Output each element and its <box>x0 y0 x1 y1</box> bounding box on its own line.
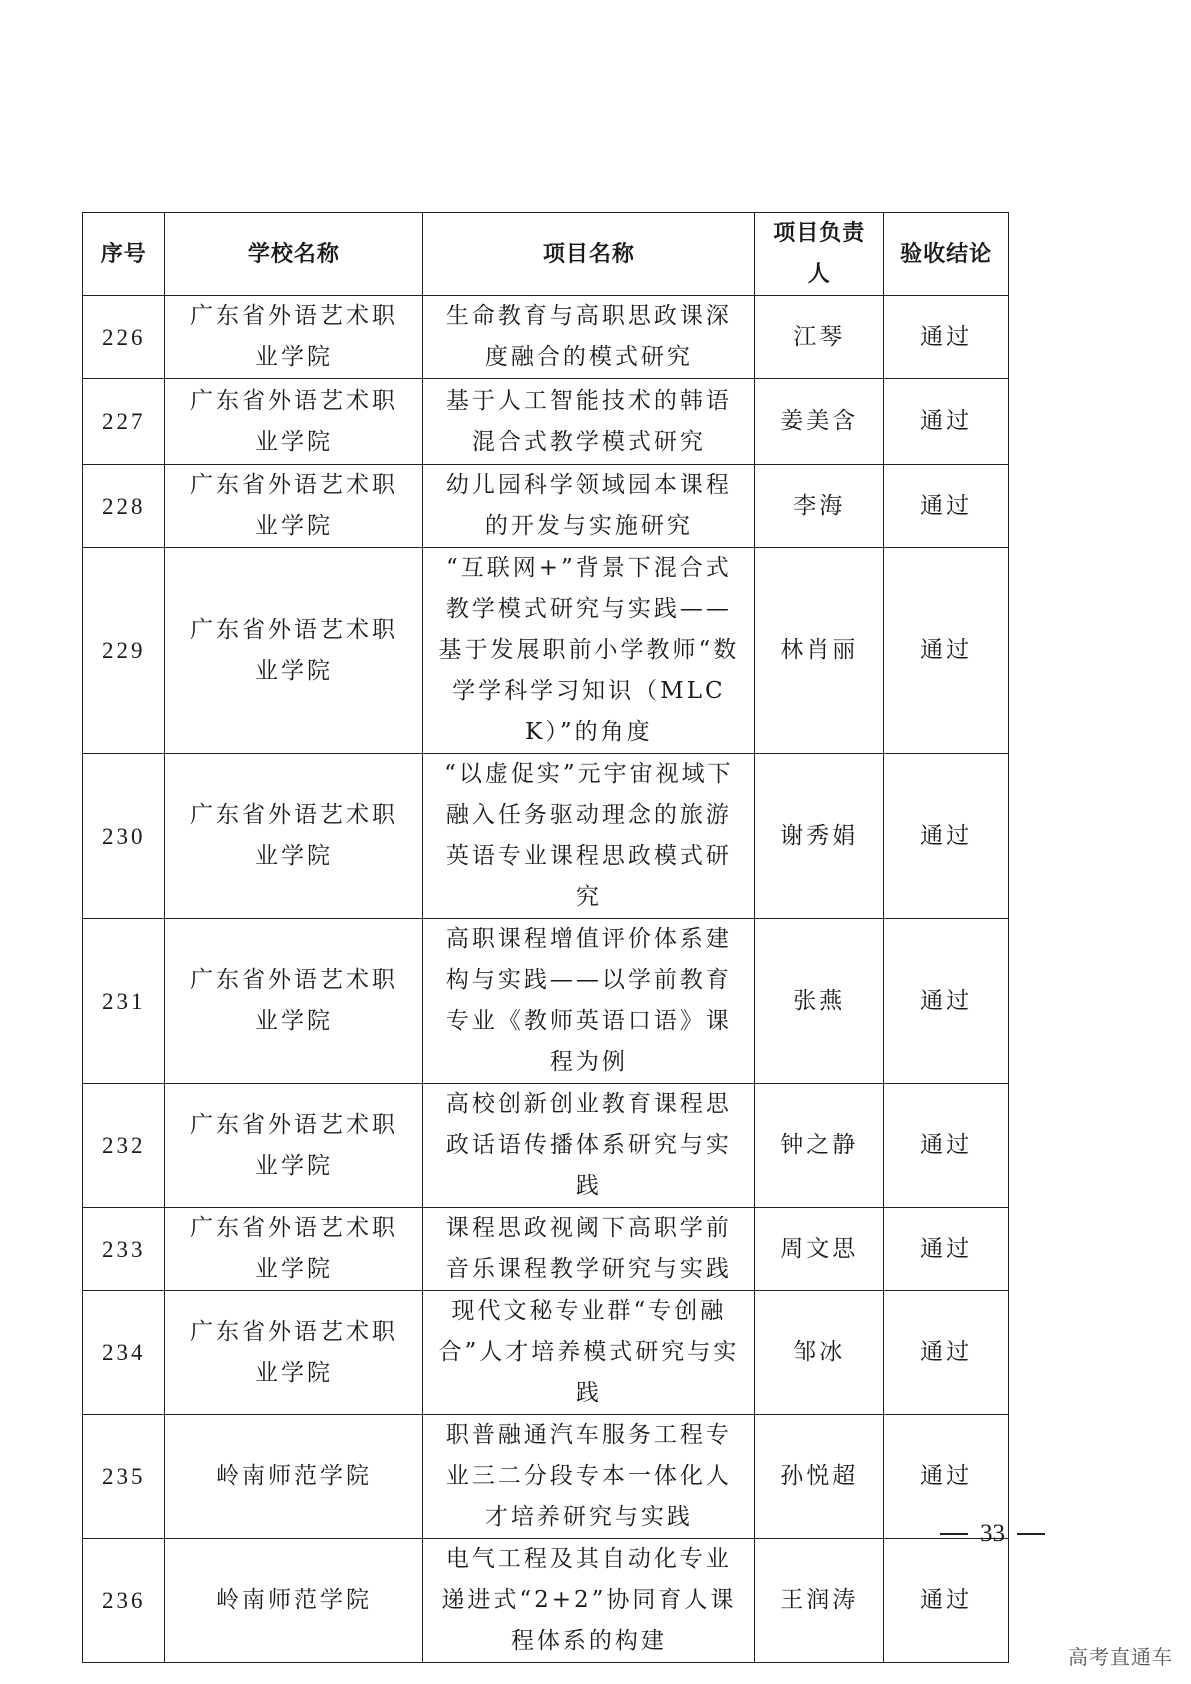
cell-project-name: “互联网+”背景下混合式教学模式研究与实践——基于发展职前小学教师“数学学科学习知识（MLCK）”的角度 <box>423 548 755 754</box>
cell-school-name: 广东省外语艺术职业学院 <box>165 296 423 379</box>
cell-acceptance-result: 通过 <box>884 548 1009 754</box>
cell-serial-number: 227 <box>83 379 165 465</box>
watermark: 高考直通车 <box>1068 1645 1173 1669</box>
cell-acceptance-result: 通过 <box>884 379 1009 465</box>
header-acceptance-result: 验收结论 <box>884 213 1009 296</box>
cell-project-name: 课程思政视阈下高职学前音乐课程教学研究与实践 <box>423 1208 755 1291</box>
cell-project-name: 生命教育与高职思政课深度融合的模式研究 <box>423 296 755 379</box>
cell-acceptance-result: 通过 <box>884 296 1009 379</box>
cell-acceptance-result: 通过 <box>884 1291 1009 1415</box>
cell-project-leader: 姜美含 <box>755 379 884 465</box>
table-row <box>83 379 1009 465</box>
cell-project-name: “以虚促实”元宇宙视域下融入任务驱动理念的旅游英语专业课程思政模式研究 <box>423 754 755 919</box>
cell-serial-number: 228 <box>83 465 165 548</box>
cell-project-leader: 王润涛 <box>755 1539 884 1663</box>
cell-project-name: 幼儿园科学领域园本课程的开发与实施研究 <box>423 465 755 548</box>
table-row <box>83 1539 1009 1663</box>
cell-school-name: 广东省外语艺术职业学院 <box>165 754 423 919</box>
cell-project-leader: 江琴 <box>755 296 884 379</box>
cell-project-name: 电气工程及其自动化专业递进式“2+2”协同育人课程体系的构建 <box>423 1539 755 1663</box>
cell-serial-number: 229 <box>83 548 165 754</box>
cell-serial-number: 226 <box>83 296 165 379</box>
cell-project-leader: 孙悦超 <box>755 1415 884 1539</box>
cell-school-name: 广东省外语艺术职业学院 <box>165 1084 423 1208</box>
cell-serial-number: 233 <box>83 1208 165 1291</box>
table-row <box>83 919 1009 1084</box>
page-number-text: 33 <box>980 1520 1005 1547</box>
cell-serial-number: 231 <box>83 919 165 1084</box>
cell-serial-number: 232 <box>83 1084 165 1208</box>
cell-project-name: 基于人工智能技术的韩语混合式教学模式研究 <box>423 379 755 465</box>
cell-project-leader: 张燕 <box>755 919 884 1084</box>
table-row <box>83 465 1009 548</box>
cell-serial-number: 235 <box>83 1415 165 1539</box>
cell-acceptance-result: 通过 <box>884 754 1009 919</box>
cell-project-leader: 李海 <box>755 465 884 548</box>
cell-acceptance-result: 通过 <box>884 1539 1009 1663</box>
cell-acceptance-result: 通过 <box>884 1415 1009 1539</box>
cell-school-name: 岭南师范学院 <box>165 1415 423 1539</box>
header-project-name: 项目名称 <box>423 213 755 296</box>
cell-project-leader: 钟之静 <box>755 1084 884 1208</box>
table-row <box>83 296 1009 379</box>
cell-project-name: 高职课程增值评价体系建构与实践——以学前教育专业《教师英语口语》课程为例 <box>423 919 755 1084</box>
cell-school-name: 广东省外语艺术职业学院 <box>165 548 423 754</box>
header-project-leader: 项目负责人 <box>755 213 884 296</box>
cell-acceptance-result: 通过 <box>884 1084 1009 1208</box>
header-school-name: 学校名称 <box>165 213 423 296</box>
cell-school-name: 广东省外语艺术职业学院 <box>165 1208 423 1291</box>
cell-acceptance-result: 通过 <box>884 919 1009 1084</box>
cell-project-name: 现代文秘专业群“专创融合”人才培养模式研究与实践 <box>423 1291 755 1415</box>
cell-project-name: 高校创新创业教育课程思政话语传播体系研究与实践 <box>423 1084 755 1208</box>
cell-serial-number: 234 <box>83 1291 165 1415</box>
cell-project-leader: 周文思 <box>755 1208 884 1291</box>
page-number <box>940 1520 1045 1548</box>
cell-school-name: 广东省外语艺术职业学院 <box>165 919 423 1084</box>
cell-school-name: 岭南师范学院 <box>165 1539 423 1663</box>
cell-school-name: 广东省外语艺术职业学院 <box>165 1291 423 1415</box>
table-row <box>83 1291 1009 1415</box>
page-number-left-dash <box>940 1533 968 1535</box>
cell-serial-number: 236 <box>83 1539 165 1663</box>
table-row <box>83 1084 1009 1208</box>
cell-school-name: 广东省外语艺术职业学院 <box>165 465 423 548</box>
cell-serial-number: 230 <box>83 754 165 919</box>
cell-project-leader: 林肖丽 <box>755 548 884 754</box>
table-header-row <box>83 213 1009 296</box>
table-row <box>83 1415 1009 1539</box>
table-row <box>83 754 1009 919</box>
page-number-right-dash <box>1017 1533 1045 1535</box>
cell-project-name: 职普融通汽车服务工程专业三二分段专本一体化人才培养研究与实践 <box>423 1415 755 1539</box>
cell-acceptance-result: 通过 <box>884 465 1009 548</box>
cell-school-name: 广东省外语艺术职业学院 <box>165 379 423 465</box>
cell-project-leader: 谢秀娟 <box>755 754 884 919</box>
cell-acceptance-result: 通过 <box>884 1208 1009 1291</box>
table-row <box>83 1208 1009 1291</box>
cell-project-leader: 邹冰 <box>755 1291 884 1415</box>
acceptance-results-table <box>82 212 1009 1663</box>
table-row <box>83 548 1009 754</box>
header-serial-number: 序号 <box>83 213 165 296</box>
